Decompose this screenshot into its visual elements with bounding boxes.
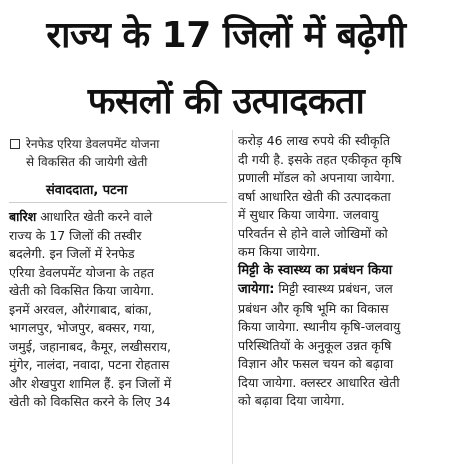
column-line: परिवर्तन से होने वाले जोखिमों को bbox=[238, 225, 388, 241]
column-line: राज्य के 17 जिलों की तस्वीर bbox=[9, 227, 142, 243]
subheading: मिट्टी के स्वास्थ्य का प्रबंधन किया bbox=[238, 262, 393, 278]
column-line: को बढ़ावा दिया जायेगा. bbox=[238, 393, 345, 408]
column-line: मुंगेर, नालंदा, नवादा, पटना रोहतास bbox=[9, 357, 170, 372]
headline-line-1: राज्य के 17 जिलों में बढ़ेगी bbox=[46, 15, 406, 56]
column-line: प्रणाली मॉडल को अपनाया जायेगा. bbox=[238, 170, 396, 185]
column-line: जमुई, जहानाबद, कैमूर, लखीसराय, bbox=[9, 338, 171, 354]
column-line: किया जायेगा. स्थानीय कृषि-जलवायु bbox=[238, 319, 401, 334]
checkbox-bullet-icon bbox=[10, 139, 20, 149]
column-line bbox=[238, 280, 446, 300]
divider bbox=[9, 202, 227, 203]
headline-line-2: फसलों की उत्पादकता bbox=[87, 81, 365, 122]
column-line: कम किया जायेगा. bbox=[238, 244, 321, 259]
column-line: विज्ञान और फसल चयन को बढ़ावा bbox=[238, 356, 394, 371]
deck-line-2: से विकसित की जायेगी खेती bbox=[26, 155, 148, 169]
deck-line-1 bbox=[10, 135, 222, 153]
lead-line-rest: आधारित खेती करने वाले bbox=[36, 209, 153, 224]
byline: संवाददाता, पटना bbox=[46, 183, 128, 198]
column-line: खेती को विकसित किया जायेगा. bbox=[9, 283, 155, 298]
column-line: एरिया डेवलपमेंट योजना के तहत bbox=[9, 264, 155, 280]
subheading-line-rest: मिट्टी स्वास्थ्य प्रबंधन, जल bbox=[274, 281, 393, 296]
subheading-end: जायेगा: bbox=[238, 282, 275, 297]
column-line: दिया जायेगा. क्लस्टर आधारित खेती bbox=[238, 374, 400, 390]
deck-text-1: रेनफेड एरिया डेवलपमेंट योजना bbox=[26, 137, 160, 151]
column-line: और शेखपुरा शामिल हैं. इन जिलों में bbox=[9, 375, 172, 391]
column-line: परिस्थितियों के अनुकूल उन्नत कृषि bbox=[238, 337, 392, 353]
column-line: में सुधार किया जायेगा. जलवायु bbox=[238, 207, 379, 222]
column-divider bbox=[232, 130, 233, 464]
column-line: प्रबंधन और कृषि भूमि का विकास bbox=[238, 300, 389, 316]
column-line: खेती को विकसित करने के लिए 34 bbox=[9, 394, 171, 409]
column-line: इनमें अरवल, औरंगाबाद, बांका, bbox=[9, 301, 152, 317]
article-column-left bbox=[9, 208, 227, 412]
article-column-right bbox=[238, 132, 446, 411]
column-line bbox=[9, 208, 227, 227]
column-line: दी गयी है. इसके तहत एकीकृत कृषि bbox=[238, 151, 402, 167]
deck bbox=[10, 135, 222, 171]
lead-word: बारिश bbox=[9, 209, 37, 224]
column-line: बदलेगी. इन जिलों में रेनफेड bbox=[9, 246, 135, 261]
column-line: भागलपुर, भोजपुर, बक्सर, गया, bbox=[9, 320, 156, 335]
column-line: वर्षा आधारित खेती की उत्पादकता bbox=[238, 188, 391, 204]
column-line: करोड़ 46 लाख रुपये की स्वीकृति bbox=[238, 133, 391, 148]
